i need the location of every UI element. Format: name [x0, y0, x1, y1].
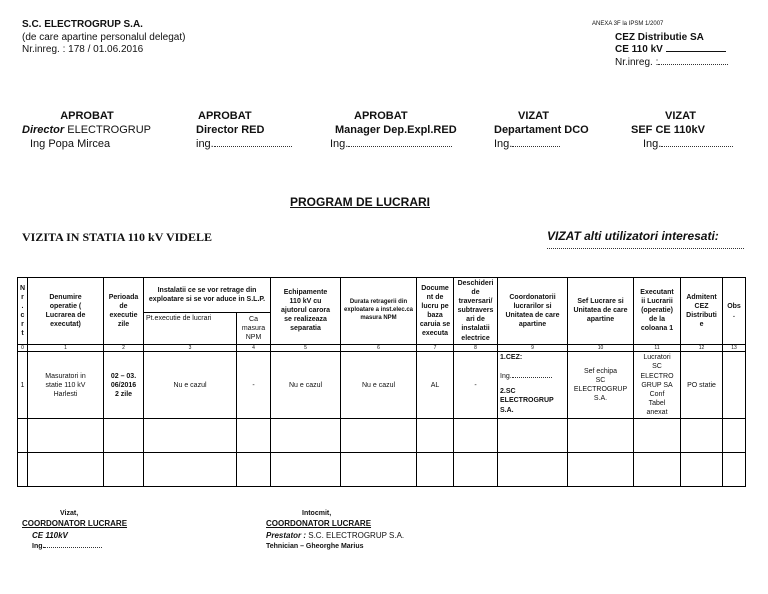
header-echipamente: Echipamente 110 kV cu ajutorul carora se realizeaza separatia	[271, 278, 341, 345]
cell-echipamente: Nu e cazul	[271, 352, 341, 419]
header-denumire: Denumire operatie ( Lucrarea de executat)	[28, 278, 104, 345]
approval-departament-dco	[494, 110, 604, 150]
ce-label: CE 110 kV	[615, 44, 726, 55]
header-durata: Durata retragerii din exploatare a inst.elec.ca masura NPM	[341, 278, 417, 345]
approval-sef-ce	[631, 110, 741, 150]
footer-vizat: Vizat,	[60, 510, 79, 517]
approval-person: Ing Popa Mircea	[30, 138, 111, 150]
cell-denumire: Masuratori in statie 110 kV Harlesti	[28, 352, 104, 419]
header-obs: Obs .	[723, 278, 746, 345]
distributor-name: CEZ Distributie SA	[615, 32, 704, 43]
footer-intocmit: Intocmit,	[302, 510, 332, 517]
approval-label: APROBAT	[198, 110, 252, 122]
company-note: (de care apartine personalul delegat)	[22, 32, 186, 43]
cell-obs	[723, 352, 746, 419]
coord-electrogrup: 2.SC ELECTROGRUP S.A.	[500, 388, 554, 414]
coord-cez: 1.CEZ:	[500, 354, 523, 362]
header-admitent: Admitent CEZ Distributi e	[681, 278, 723, 345]
approval-director-electrogrup	[22, 110, 152, 150]
approval-label: VIZAT	[518, 110, 549, 122]
col-number: 9	[498, 344, 568, 352]
header-executant: Executant ii Lucrarii (operatie) de la coloana 1	[634, 278, 681, 345]
registration-right: Nr.inreg. :	[615, 57, 728, 68]
program-title: PROGRAM DE LUCRARI	[290, 195, 430, 209]
table-row	[18, 453, 746, 487]
cell-pt-executie: Nu e cazul	[144, 352, 237, 419]
vizat-others-dotline	[547, 247, 744, 249]
col-number: 1	[28, 344, 104, 352]
approval-role: Manager Dep.Expl.RED	[335, 124, 457, 136]
approval-role: Director RED	[196, 124, 265, 136]
col-number: 13	[723, 344, 746, 352]
col-number: 0	[18, 344, 28, 352]
cell-sef-lucrare: Sef echipa SC ELECTROGRUP S.A.	[568, 352, 634, 419]
cell-ca-masura: -	[237, 352, 271, 419]
approval-director-red	[196, 110, 306, 150]
col-number: 7	[417, 344, 454, 352]
approval-label: APROBAT	[354, 110, 408, 122]
cell-perioada: 02 – 03. 06/2016 2 zile	[104, 352, 144, 419]
col-number: 12	[681, 344, 723, 352]
approval-person: Ing.	[494, 138, 604, 150]
footer-left-ce: CE 110kV	[32, 531, 68, 540]
col-number: 11	[634, 344, 681, 352]
header-instalatii: Instalatii ce se vor retrage din exploatare si se vor aduce in S.L.P.	[144, 278, 271, 313]
table-row	[18, 352, 746, 419]
col-number: 6	[341, 344, 417, 352]
footer-right-coordinator: COORDONATOR LUCRARE	[266, 519, 372, 528]
approval-person: ing.	[196, 138, 306, 150]
col-number: 4	[237, 344, 271, 352]
footer-left-ing: Ing.	[32, 543, 102, 550]
footer-tehnician: Tehnician – Gheorghe Marius	[266, 543, 364, 550]
footer-left-coordinator: COORDONATOR LUCRARE	[22, 519, 128, 528]
header-coordonatorii: Coordonatorii lucrarilor si Unitatea de care apartine	[498, 278, 568, 345]
approval-label: VIZAT	[665, 110, 696, 122]
visit-title: VIZITA IN STATIA 110 kV VIDELE	[22, 230, 212, 244]
footer-prestator: Prestator : S.C. ELECTROGRUP S.A.	[266, 531, 405, 540]
header-pt-executie: Pt.executie de lucrari	[144, 313, 237, 344]
approval-role: Departament DCO	[494, 124, 589, 136]
col-number: 2	[104, 344, 144, 352]
cell-durata: Nu e cazul	[341, 352, 417, 419]
annex-label: ANEXA 3F la IPSM 1/2007	[592, 21, 664, 27]
cell-nr: 1	[18, 352, 28, 419]
col-number: 5	[271, 344, 341, 352]
coord-ing: Ing.	[500, 372, 565, 381]
header-perioada: Perioada de executie zile	[104, 278, 144, 345]
approval-manager-dep	[330, 110, 470, 150]
col-number: 10	[568, 344, 634, 352]
header-sef-lucrare: Sef Lucrare si Unitatea de care apartine	[568, 278, 634, 345]
cell-deschideri: -	[454, 352, 498, 419]
cell-coordonatorii	[498, 352, 568, 419]
header-deschideri: Deschideri de traversari/ subtravers ari de instalatii electrice	[454, 278, 498, 345]
approval-label: APROBAT	[60, 110, 114, 122]
cell-admitent: PO statie	[681, 352, 723, 419]
registration-number: Nr.inreg. : 178 / 01.06.2016	[22, 44, 144, 55]
approval-role: Director ELECTROGRUP	[22, 124, 151, 136]
col-number: 3	[144, 344, 237, 352]
header-ca-masura: Ca masura NPM	[237, 313, 271, 344]
cell-executant: Lucratori SC ELECTRO GRUP SA Conf Tabel anexat	[634, 352, 681, 419]
company-name: S.C. ELECTROGRUP S.A.	[22, 19, 143, 30]
header-nr: N r . c r t	[18, 278, 28, 345]
cell-documentul: AL	[417, 352, 454, 419]
program-table	[17, 277, 746, 487]
approval-role: SEF CE 110kV	[631, 124, 705, 136]
header-documentul: Docume nt de lucru pe baza caruia se executa	[417, 278, 454, 345]
approval-person: Ing.	[330, 138, 470, 150]
table-row	[18, 419, 746, 453]
approval-person: Ing.	[631, 138, 741, 150]
vizat-others-title: VIZAT alti utilizatori interesati:	[547, 229, 719, 243]
col-number: 8	[454, 344, 498, 352]
